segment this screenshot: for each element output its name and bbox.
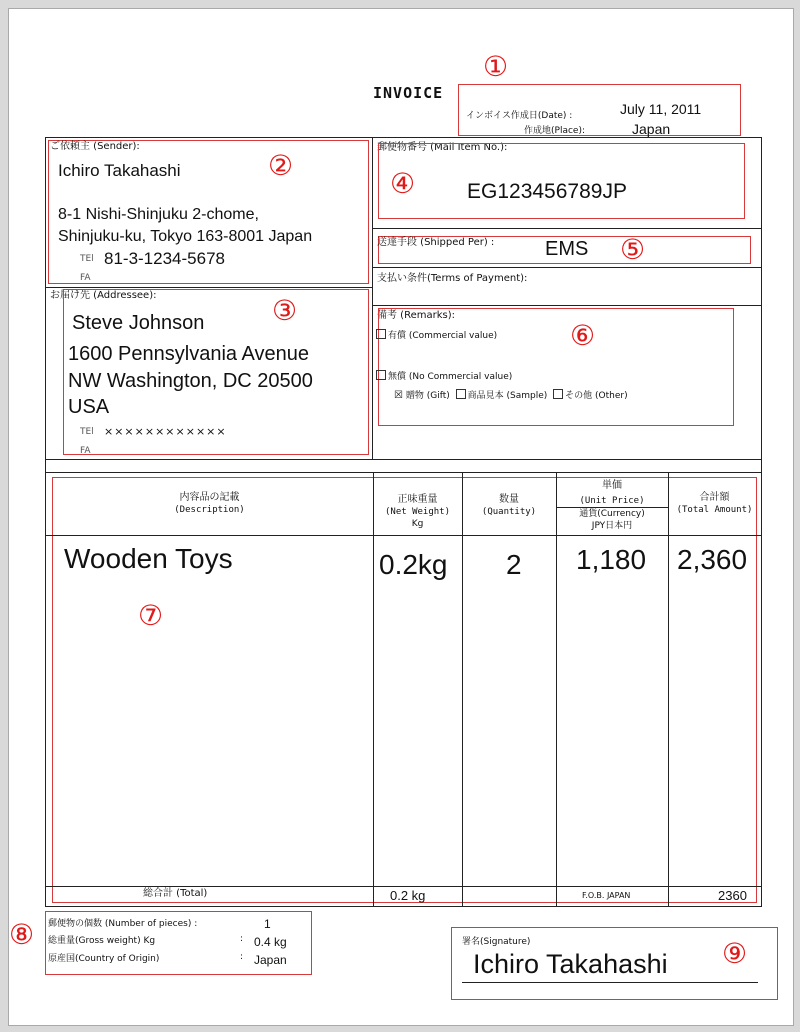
sender-tel-label: TEl <box>80 254 94 264</box>
terms-label: 支払い条件(Terms of Payment): <box>377 273 528 284</box>
frame-mail-bottom <box>372 228 762 229</box>
date-label: インボイス作成日(Date) : <box>466 111 573 121</box>
footer-total-label: 総合計 (Total) <box>143 888 208 899</box>
qty-header <box>462 494 556 518</box>
pieces-count-label: 郵便物の個数 (Number of pieces) : <box>48 919 198 929</box>
frame-table-top <box>45 472 762 473</box>
other-checkbox[interactable] <box>553 389 563 399</box>
items-table-box <box>52 477 757 903</box>
gross-weight-label: 総重量(Gross weight) Kg <box>48 936 156 946</box>
invoice-title: INVOICE <box>373 84 444 102</box>
remarks-label: 備考 (Remarks): <box>377 310 455 321</box>
marker-2: ② <box>268 149 294 182</box>
sender-address-line1: 8-1 Nishi-Shinjuku 2-chome, <box>58 206 259 223</box>
price-header <box>556 480 668 532</box>
frame-top <box>45 137 762 138</box>
signature-line <box>462 982 758 983</box>
frame-sender-bottom <box>45 287 373 288</box>
remarks-box <box>378 308 734 426</box>
weight-header <box>373 494 462 530</box>
shipped-value: EMS <box>545 238 589 260</box>
marker-5: ⑤ <box>620 233 646 266</box>
addressee-tel: ×××××××××××× <box>104 425 227 438</box>
invoice-place: Japan <box>632 121 671 137</box>
price-header-en: (Unit Price) <box>579 496 645 506</box>
gross-weight: 0.4 kg <box>254 935 287 949</box>
marker-4: ④ <box>390 167 416 200</box>
weight-header-en: (Net Weight) <box>384 507 451 517</box>
signature-label: 署名(Signature) <box>462 937 531 947</box>
table-header-bottom <box>45 535 762 536</box>
frame-upper-bottom <box>45 459 762 460</box>
sender-label: ご依頼主 (Sender): <box>50 141 140 152</box>
marker-3: ③ <box>272 294 298 327</box>
gift-checkbox[interactable]: ☒ <box>394 390 403 401</box>
commercial-label: 有償 (Commercial value) <box>388 331 498 341</box>
addressee-fax-label: FA <box>80 446 91 456</box>
table-col-2 <box>462 472 463 907</box>
signature-name: Ichiro Takahashi <box>473 949 668 979</box>
total-header <box>668 492 761 516</box>
marker-8: ⑧ <box>9 918 35 951</box>
addressee-address-line2: NW Washington, DC 20500 <box>68 370 313 392</box>
remarks-commercial <box>376 329 497 342</box>
table-col-4 <box>668 472 669 907</box>
origin-value: Japan <box>254 953 287 967</box>
addressee-name: Steve Johnson <box>72 312 205 334</box>
remarks-options <box>394 389 628 402</box>
footer-weight: 0.2 kg <box>390 888 426 903</box>
marker-6: ⑥ <box>570 319 596 352</box>
place-label: 作成地(Place): <box>524 126 585 136</box>
item-price: 1,180 <box>576 544 647 575</box>
no-commercial-label: 無償 (No Commercial value) <box>388 372 513 382</box>
pieces-count: 1 <box>264 917 271 931</box>
shipped-label: 送達手段 (Shipped Per) : <box>377 237 495 248</box>
origin-colon: : <box>240 952 244 962</box>
weight-header-jp: 正味重量 <box>397 494 438 505</box>
desc-header-en: (Description) <box>174 505 245 515</box>
gift-label: 贈物 (Gift) <box>405 391 450 401</box>
marker-1: ① <box>483 50 509 83</box>
frame-right <box>761 137 762 907</box>
desc-header-jp: 内容品の記載 <box>179 492 240 503</box>
frame-left <box>45 137 46 907</box>
sender-name: Ichiro Takahashi <box>58 161 181 180</box>
addressee-label: お届け先 (Addressee): <box>50 290 157 301</box>
sample-label: 商品見本 (Sample) <box>467 391 548 401</box>
total-header-en: (Total Amount) <box>676 505 753 515</box>
gross-colon: : <box>240 934 244 944</box>
frame-ship-bottom <box>372 267 762 268</box>
sender-tel: 81-3-1234-5678 <box>104 249 225 268</box>
sample-checkbox[interactable] <box>456 389 466 399</box>
sender-fax-label: FA <box>80 273 91 283</box>
origin-label: 原産国(Country of Origin) <box>48 954 160 964</box>
footer-terms: F.O.B. JAPAN <box>582 891 631 900</box>
table-col-1 <box>373 472 374 907</box>
table-footer-top <box>45 886 762 887</box>
remarks-no-commercial <box>376 370 512 383</box>
qty-header-jp: 数量 <box>499 494 519 505</box>
currency-value: JPY日本円 <box>591 521 633 531</box>
frame-mid-vertical <box>372 137 373 459</box>
total-header-jp: 合計額 <box>699 492 730 503</box>
footer-total: 2360 <box>718 888 747 903</box>
mail-item-number: EG123456789JP <box>467 180 627 203</box>
qty-header-en: (Quantity) <box>481 507 537 517</box>
currency-label: 通貨(Currency) <box>579 509 645 519</box>
table-footer-bottom <box>45 906 762 907</box>
other-label: その他 (Other) <box>565 391 628 401</box>
sender-address-line2: Shinjuku-ku, Tokyo 163-8001 Japan <box>58 228 313 245</box>
item-quantity: 2 <box>506 549 522 580</box>
marker-7: ⑦ <box>138 599 164 632</box>
item-weight: 0.2kg <box>379 549 448 580</box>
desc-header <box>46 492 373 516</box>
commercial-checkbox[interactable] <box>376 329 386 339</box>
addressee-address-line1: 1600 Pennsylvania Avenue <box>68 343 309 365</box>
no-commercial-checkbox[interactable] <box>376 370 386 380</box>
item-amount: 2,360 <box>677 544 748 575</box>
invoice-date: July 11, 2011 <box>620 101 702 117</box>
item-description: Wooden Toys <box>64 543 233 574</box>
marker-9: ⑨ <box>722 937 748 970</box>
addressee-tel-label: TEl <box>80 427 94 437</box>
table-col-3 <box>556 472 557 907</box>
frame-terms-bottom <box>372 305 762 306</box>
addressee-address-line3: USA <box>68 396 110 418</box>
price-header-jp: 単価 <box>602 480 622 491</box>
weight-header-unit: Kg <box>411 519 424 529</box>
mail-item-label: 郵便物番号 (Mail Item No.): <box>377 142 508 153</box>
